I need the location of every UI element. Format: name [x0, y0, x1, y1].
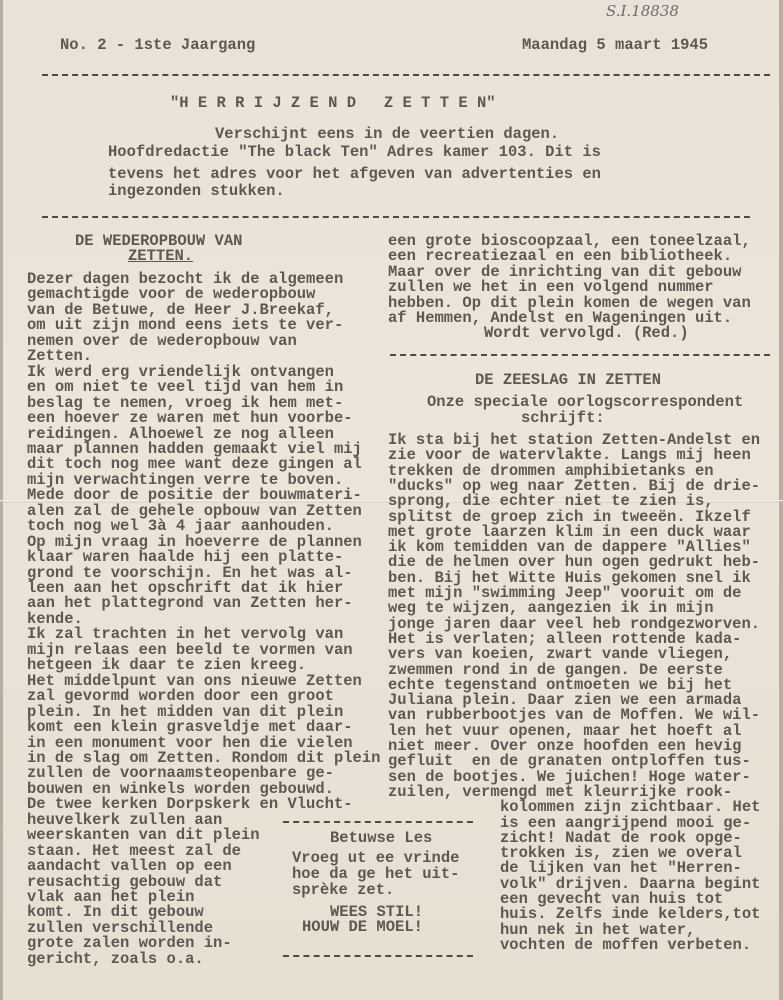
- text-line: de lijken van het "Herren-: [500, 859, 742, 878]
- text-line: Juliana plein. Daar zien we een armada: [388, 691, 742, 710]
- text-line: splitst de groep zich in tweeën. Ikzelf: [388, 507, 751, 526]
- text-line: gefluit en de granaten ontploffen tus-: [388, 752, 751, 771]
- article2-byline: Onze speciale oorlogscorrespondent: [427, 393, 744, 411]
- box-rule-top: [283, 821, 473, 823]
- issue-number: No. 2 - 1ste Jaargang: [60, 36, 256, 54]
- text-line: een recreatiezaal en een bibliotheek.: [388, 247, 733, 266]
- text-line: leen aan het opschrift dat ik hier: [27, 579, 344, 597]
- text-line: van de Betuwe, de Heer J.Breekaf,: [27, 300, 334, 319]
- text-line: zal gevormd worden door een groot: [27, 687, 334, 706]
- text-line: vochten de moffen verbeten.: [500, 935, 752, 954]
- text-line: hetgeen ik daar te zien kreeg.: [27, 656, 307, 675]
- text-line: ik kom temidden van de dappere "Allies": [388, 538, 751, 557]
- newspaper-title: "H E R R I J Z E N D Z E T T E N": [170, 94, 496, 112]
- text-line: zwemmen rond in de gangen. De eerste: [388, 660, 723, 679]
- issue-date: Maandag 5 maart 1945: [522, 36, 709, 54]
- box-line: hoe da ge het uit-: [292, 865, 460, 883]
- text-line: een hoever ze waren met hun voorbe-: [27, 409, 353, 428]
- text-line: niet meer. Over onze hoofden een hevig: [388, 737, 742, 755]
- text-line: Ik werd erg vriendelijk ontvangen: [27, 362, 334, 381]
- text-line: Mede door de positie der bouwmateri-: [27, 486, 362, 505]
- text-line: len het vuur openen, maar het hoeft al: [388, 721, 742, 740]
- text-line: De twee kerken Dorpskerk en Vlucht-: [27, 795, 353, 814]
- text-line: in een monument voor hen die vielen: [27, 733, 353, 752]
- header-rule: [42, 74, 770, 76]
- text-line: mijn verwachtingen verre te boven.: [27, 470, 344, 489]
- text-line: alen zal de gehele opbouw van Zetten: [27, 501, 362, 520]
- text-line: maar plannen hadden gemaakt viel mij: [27, 439, 362, 458]
- text-line: zuilen, vermengd met kleurrijke rook-: [388, 782, 733, 801]
- text-line: trokken is, zien we overal: [500, 844, 742, 863]
- text-line: jonge jaren daar veel heb rondgezworven.: [388, 614, 761, 633]
- text-line: van rubberbootjes van de Moffen. We wil-: [388, 706, 761, 725]
- text-line: is een aangrijpend mooi ge-: [500, 813, 752, 832]
- text-line: kolommen zijn zichtbaar. Het: [500, 798, 761, 817]
- text-line: Maar over de inrichting van dit gebouw: [388, 262, 742, 281]
- text-line: nemen over de wederopbouw van: [27, 331, 297, 350]
- box-motto-2: HOUW DE MOEL!: [302, 918, 423, 936]
- article2-byline-2: schrijft:: [521, 409, 605, 427]
- box-line: Vroeg ut ee vrinde: [292, 849, 460, 867]
- text-line: zullen verschillende: [27, 918, 214, 937]
- text-line: komt. In dit gebouw: [27, 903, 204, 922]
- text-line: Op mijn vraag in hoeverre de plannen: [27, 532, 362, 551]
- text-line: hun nek in het water,: [500, 920, 696, 939]
- text-line: bouwen en winkels worden gebouwd.: [27, 779, 334, 798]
- text-line: aandacht vallen op een: [27, 857, 232, 876]
- text-line: met grote laarzen klim in een duck waar: [388, 522, 751, 541]
- text-line: weerskanten van dit plein: [27, 826, 260, 845]
- text-line: reidingen. Alhoewel ze nog alleen: [27, 424, 334, 443]
- text-line: trekken de drommen amphibietanks en: [388, 461, 714, 480]
- text-line: vers van koeien, zwart vande vliegen,: [388, 645, 733, 664]
- text-line: volk" drijven. Daarna begint: [500, 874, 761, 893]
- article1-signoff: Wordt vervolgd. (Red.): [484, 324, 689, 342]
- text-line: dit toch nog mee want deze gingen al: [27, 455, 362, 474]
- text-line: Het middelpunt van ons nieuwe Zetten: [27, 671, 362, 690]
- box-line: sprèke zet.: [292, 881, 395, 899]
- text-line: die de helmen over hun ogen gedrukt heb-: [388, 553, 761, 572]
- box-title: Betuwse Les: [330, 829, 433, 847]
- text-line: grote zalen worden in-: [27, 934, 232, 953]
- text-line: Dezer dagen bezocht ik de algemeen: [27, 270, 344, 288]
- text-line: vlak aan het plein: [27, 888, 195, 906]
- text-line: hebben. Op dit plein komen de wegen van: [388, 293, 751, 312]
- text-line: om uit zijn mond eens iets te ver-: [27, 316, 344, 335]
- masthead-rule: [42, 216, 750, 218]
- text-line: zullen we het in een volgend nummer: [388, 278, 714, 297]
- text-line: in de slag om Zetten. Rondom dit plein: [27, 748, 381, 767]
- text-line: plein. In het midden van dit plein: [27, 702, 344, 721]
- text-line: grond te voorschijn. En het was al-: [27, 563, 353, 582]
- masthead-line: Hoofdredactie "The black Ten" Adres kamer 103. Dit is: [108, 143, 601, 161]
- masthead-line: ingezonden stukken.: [108, 182, 285, 200]
- text-line: sprong, die echter niet te zien is,: [388, 492, 714, 511]
- text-line: Het is verlaten; alleen rottende kada-: [388, 629, 742, 648]
- text-line: zie voor de watervlakte. Langs mij heen: [388, 446, 751, 465]
- article1-title-line2: ZETTEN.: [128, 247, 194, 265]
- text-line: weg te wijzen, aangezien ik in mijn: [388, 599, 714, 618]
- text-line: klaar waren haalde hij een platte-: [27, 548, 344, 567]
- text-line: Zetten.: [27, 347, 93, 366]
- text-line: aan het plattegrond van Zetten her-: [27, 594, 353, 613]
- archive-mark: S.I.18838: [606, 2, 679, 20]
- text-line: ben. Bij het Witte Huis gekomen snel ik: [388, 568, 751, 587]
- text-line: en om niet te veel tijd van hem in: [27, 378, 344, 397]
- text-line: komt een klein grasveldje met daar-: [27, 718, 353, 737]
- text-line: heuvelkerk zullen aan: [27, 810, 223, 829]
- text-line: "ducks" op weg naar Zetten. Bij de drie-: [388, 476, 761, 495]
- text-line: reusachtig gebouw dat: [27, 872, 223, 891]
- article1-title: DE WEDEROPBOUW VAN: [75, 232, 243, 250]
- text-line: een grote bioscoopzaal, een toneelzaal,: [388, 232, 751, 250]
- text-line: Ik zal trachten in het vervolg van: [27, 625, 344, 644]
- text-line: toch nog wel 3à 4 jaar aanhouden.: [27, 517, 334, 536]
- text-line: sen de bootjes. We juichen! Hoge water-: [388, 767, 751, 786]
- text-line: af Hemmen, Andelst en Wageningen uit.: [388, 309, 733, 327]
- text-line: mijn relaas een beeld te vormen van: [27, 640, 353, 659]
- text-line: beslag te nemen, vroeg ik hem met-: [27, 393, 344, 412]
- text-line: huis. Zelfs inde kelders,tot: [500, 905, 761, 924]
- box-rule-bottom: [283, 955, 473, 957]
- text-line: kende.: [27, 609, 83, 628]
- text-line: echte tegenstand ontmoeten we bij het: [388, 675, 733, 694]
- text-line: gericht, zoals o.a.: [27, 949, 204, 968]
- text-line: een gevecht van huis tot: [500, 890, 724, 908]
- box-motto: WEES STIL!: [330, 903, 424, 921]
- masthead-line: Verschijnt eens in de veertien dagen.: [215, 125, 560, 143]
- text-line: staan. Het meest zal de: [27, 841, 241, 860]
- text-line: zullen de voornaamsteopenbare ge-: [27, 764, 334, 783]
- text-line: met mijn "swimming Jeep" vooruit om de: [388, 584, 742, 602]
- article2-title: DE ZEESLAG IN ZETTEN: [475, 371, 662, 389]
- text-line: Ik sta bij het station Zetten-Andelst en: [388, 431, 761, 449]
- masthead-line: tevens het adres voor het afgeven van advertenties en: [108, 165, 601, 183]
- text-line: gemachtigde voor de wederopbouw: [27, 285, 316, 304]
- text-line: zicht! Nadat de rook opge-: [500, 828, 742, 847]
- column-rule: [390, 354, 770, 356]
